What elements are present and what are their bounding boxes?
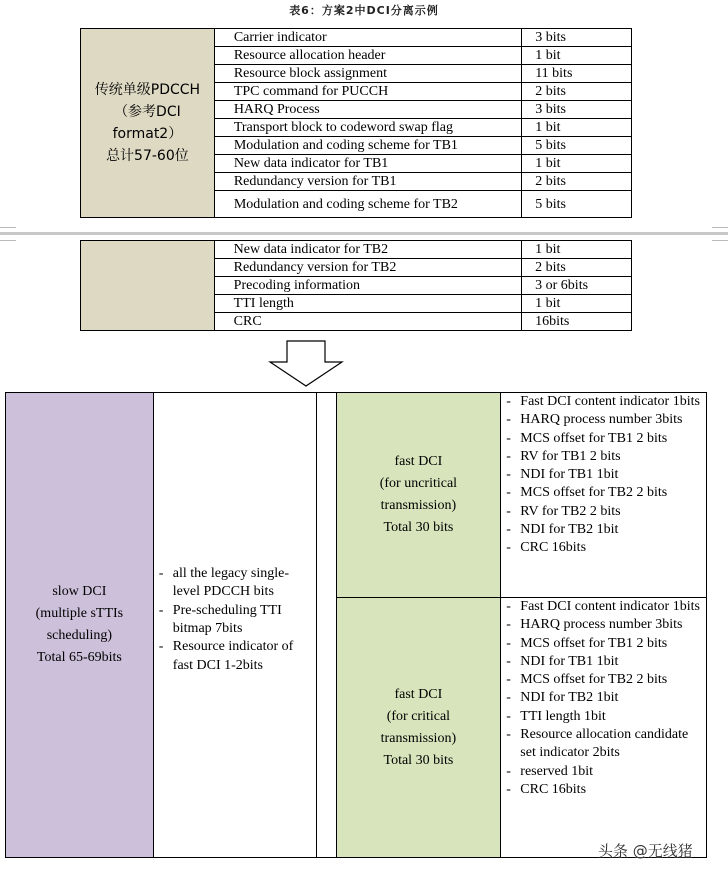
list-item: - NDI for TB1 1bit	[501, 466, 706, 484]
field-name-cell	[214, 137, 521, 155]
bits-value: 3 bits	[535, 102, 566, 117]
bits-cell	[522, 241, 632, 259]
table-caption: 表6：方案2中DCI分离示例	[289, 4, 439, 17]
list-item: - NDI for TB2 1bit	[501, 521, 706, 539]
bits-cell	[522, 155, 632, 173]
field-name: TTI length	[233, 296, 294, 311]
group-label-line: format2）	[112, 126, 183, 142]
list-item: - MCS offset for TB1 2 bits	[501, 635, 706, 653]
page-break-marker-right	[712, 227, 728, 241]
list-item: - NDI for TB1 1bit	[501, 653, 706, 671]
list-item: - CRC 16bits	[501, 781, 706, 799]
bits-value: 2 bits	[535, 260, 566, 275]
label-line: scheduling)	[46, 628, 113, 643]
field-name: Resource block assignment	[233, 66, 387, 81]
field-name: CRC	[233, 314, 262, 329]
list-item: - Pre-scheduling TTI bitmap 7bits	[154, 602, 312, 639]
list-item: - HARQ process number 3bits	[501, 616, 706, 634]
bits-cell	[522, 295, 632, 313]
list-item: - Fast DCI content indicator 1bits	[501, 393, 706, 411]
bits-cell	[522, 173, 632, 191]
label-line: fast DCI	[394, 454, 443, 469]
label-line: Total 65-69bits	[36, 650, 122, 665]
list-item: - NDI for TB2 1bit	[501, 689, 706, 707]
down-arrow-icon	[268, 340, 344, 388]
page-break-divider	[0, 232, 728, 235]
list-item: - reserved 1bit	[501, 763, 706, 781]
label-line: fast DCI	[394, 686, 443, 702]
field-name-cell	[214, 259, 521, 277]
bits-value: 1 bit	[535, 48, 561, 63]
label-line: Total 30 bits	[383, 752, 454, 768]
bits-cell	[522, 29, 632, 47]
list-item: - CRC 16bits	[501, 539, 706, 557]
list-item: - Resource indicator of fast DCI 1-2bits	[154, 638, 312, 675]
list-item: - Resource allocation candidate set indicator 2bits	[501, 726, 706, 763]
group-label-cell	[81, 29, 215, 218]
bits-cell	[522, 101, 632, 119]
spacer-cell	[316, 393, 336, 858]
label-line: (for uncritical	[379, 476, 458, 491]
bits-cell	[522, 47, 632, 65]
label-line: transmission)	[380, 730, 457, 746]
field-name: Modulation and coding scheme for TB2	[233, 196, 458, 212]
field-name-cell	[214, 277, 521, 295]
bits-value: 16bits	[535, 314, 570, 329]
group-label-cell	[81, 241, 215, 331]
bits-value: 3 or 6bits	[535, 278, 589, 293]
table-row	[81, 29, 632, 47]
bits-cell	[522, 259, 632, 277]
fast-dci-uncritical-cell	[336, 393, 501, 598]
bits-value: 1 bit	[535, 156, 561, 171]
fast-dci-uncritical-content	[501, 393, 707, 598]
list-item: - MCS offset for TB1 2 bits	[501, 430, 706, 448]
field-name-cell	[214, 101, 521, 119]
bits-value: 5 bits	[535, 138, 566, 153]
dci-split-table	[5, 392, 707, 858]
group-label-line: 总计57-60位	[106, 148, 189, 164]
field-name-cell	[214, 173, 521, 191]
table-row	[81, 241, 632, 259]
label-line: Total 30 bits	[383, 520, 454, 535]
field-name-cell	[214, 313, 521, 331]
field-name: New data indicator for TB2	[233, 242, 389, 257]
bits-cell	[522, 83, 632, 101]
field-name-cell	[214, 65, 521, 83]
bits-value: 2 bits	[535, 174, 566, 189]
fast-dci-critical-cell	[336, 598, 501, 858]
field-name-cell	[214, 83, 521, 101]
field-name: Transport block to codeword swap flag	[233, 120, 453, 135]
bits-value: 5 bits	[535, 196, 566, 212]
label-line: (for critical	[386, 708, 451, 724]
bits-cell	[522, 119, 632, 137]
field-name: Modulation and coding scheme for TB1	[233, 138, 458, 153]
bits-cell	[522, 277, 632, 295]
field-name: Carrier indicator	[233, 30, 327, 45]
list-item: - TTI length 1bit	[501, 708, 706, 726]
bits-value: 2 bits	[535, 84, 566, 99]
field-name-cell	[214, 29, 521, 47]
group-label-line: （参考DCI	[114, 104, 181, 120]
field-name-cell	[214, 191, 521, 218]
page-break-marker-left	[0, 227, 16, 241]
field-name: HARQ Process	[233, 102, 320, 117]
field-name: Redundancy version for TB2	[233, 260, 397, 275]
label-line: transmission)	[380, 498, 457, 513]
fast-dci-critical-content	[501, 598, 707, 858]
bits-value: 1 bit	[535, 242, 561, 257]
list-item: - MCS offset for TB2 2 bits	[501, 484, 706, 502]
legacy-dci-table-part2	[80, 240, 632, 331]
field-name-cell	[214, 47, 521, 65]
list-item: - RV for TB2 2 bits	[501, 503, 706, 521]
list-item: - HARQ process number 3bits	[501, 411, 706, 429]
list-item: - Fast DCI content indicator 1bits	[501, 598, 706, 616]
bits-cell	[522, 65, 632, 83]
group-label-line: 传统单级PDCCH	[94, 82, 201, 98]
bits-value: 1 bit	[535, 120, 561, 135]
field-name-cell	[214, 295, 521, 313]
bits-value: 3 bits	[535, 30, 566, 45]
label-line: (multiple sTTIs	[35, 606, 124, 621]
list-item: - all the legacy single-level PDCCH bits	[154, 565, 312, 602]
field-name: Precoding information	[233, 278, 361, 293]
bits-cell	[522, 313, 632, 331]
field-name-cell	[214, 241, 521, 259]
watermark: 头条 @无线猪	[598, 842, 693, 860]
list-item: - RV for TB1 2 bits	[501, 448, 706, 466]
field-name-cell	[214, 119, 521, 137]
field-name: New data indicator for TB1	[233, 156, 389, 171]
field-name: Redundancy version for TB1	[233, 174, 397, 189]
field-name-cell	[214, 155, 521, 173]
slow-dci-cell	[6, 393, 154, 858]
bits-value: 1 bit	[535, 296, 561, 311]
field-name: Resource allocation header	[233, 48, 386, 63]
field-name: TPC command for PUCCH	[233, 84, 389, 99]
legacy-dci-table-part1	[80, 28, 632, 218]
list-item: - MCS offset for TB2 2 bits	[501, 671, 706, 689]
bits-value: 11 bits	[535, 66, 573, 81]
bits-cell	[522, 137, 632, 155]
bits-cell	[522, 191, 632, 218]
slow-dci-content	[153, 393, 316, 858]
label-line: slow DCI	[52, 584, 107, 599]
